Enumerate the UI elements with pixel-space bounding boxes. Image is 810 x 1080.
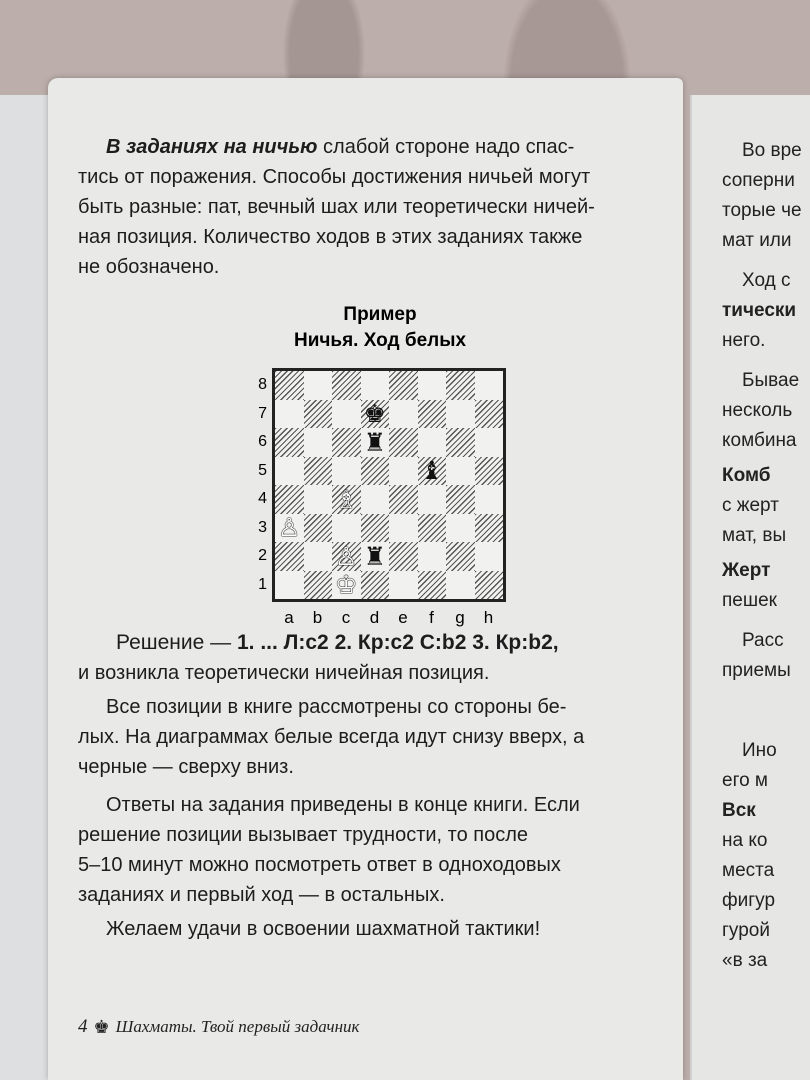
right-page-fragment: фигур (722, 890, 776, 911)
square-d5 (361, 457, 390, 486)
file-label: d (369, 608, 380, 627)
right-page-fragment: соперни (722, 170, 795, 191)
square-h5 (475, 457, 504, 486)
answers-line-1: Ответы на задания приведены в конце книги. Если (106, 794, 580, 816)
piece-c2: ♙ (335, 541, 358, 571)
square-e7 (389, 400, 418, 429)
square-b6 (304, 428, 333, 457)
rank-label: 6 (258, 433, 267, 450)
square-f7 (418, 400, 447, 429)
right-page-fragment: Ино (742, 740, 777, 761)
right-page-fragment: мат или (722, 230, 792, 251)
right-page-fragment: Расс (742, 630, 784, 651)
file-label: a (284, 608, 294, 627)
square-c8 (332, 371, 361, 400)
square-c5 (332, 457, 361, 486)
square-b5 (304, 457, 333, 486)
square-b1 (304, 571, 333, 600)
right-page-fragment: Во вре (742, 140, 802, 161)
piece-f5: ♝ (420, 456, 443, 486)
solution-label: Решение — (116, 631, 237, 654)
square-f4 (418, 485, 447, 514)
right-page-fragment: несколь (722, 400, 793, 421)
piece-c1: ♔ (335, 570, 358, 600)
rank-label: 2 (258, 547, 267, 564)
file-label: e (398, 608, 408, 627)
square-c4 (332, 485, 361, 514)
solution-line-2: и возникла теоретически ничейная позиция. (78, 662, 490, 684)
intro-bold-lead: В заданиях на ничью (106, 136, 318, 158)
square-d2 (361, 542, 390, 571)
square-h8 (475, 371, 504, 400)
square-g7 (446, 400, 475, 429)
right-page-fragment: приемы (722, 660, 791, 681)
square-b2 (304, 542, 333, 571)
intro-line-3: быть разные: пат, вечный шах или теоретически ничей- (78, 196, 595, 218)
square-a2 (275, 542, 304, 571)
intro-line-1: В заданиях на ничью слабой стороне надо спас- (106, 136, 575, 158)
right-page-fragment: него. (722, 330, 766, 351)
square-c2 (332, 542, 361, 571)
piece-d7: ♚ (363, 399, 386, 429)
answers-line-2: решение позиции вызывает трудности, то после (78, 824, 529, 846)
rank-label: 8 (258, 376, 267, 393)
page-footer (78, 1016, 360, 1038)
square-b3 (304, 514, 333, 543)
solution-line-1 (78, 628, 678, 658)
square-g4 (446, 485, 475, 514)
square-c7 (332, 400, 361, 429)
square-a6 (275, 428, 304, 457)
square-h1 (475, 571, 504, 600)
right-page-fragment: на ко (722, 830, 768, 851)
wish-paragraph (78, 914, 678, 944)
page-number: 4 (78, 1016, 88, 1037)
square-f8 (418, 371, 447, 400)
square-c3 (332, 514, 361, 543)
square-f3 (418, 514, 447, 543)
square-a4 (275, 485, 304, 514)
wish-line-1: Желаем удачи в освоении шахматной тактики! (106, 918, 541, 940)
square-h7 (475, 400, 504, 429)
square-a3 (275, 514, 304, 543)
rank-label: 7 (258, 404, 267, 422)
file-label: b (312, 608, 323, 627)
square-c1 (332, 571, 361, 600)
file-label: c (341, 608, 351, 627)
right-page-fragment: с жерт (722, 495, 779, 516)
square-b8 (304, 371, 333, 400)
square-f2 (418, 542, 447, 571)
positions-line-2: лых. На диаграммах белые всегда идут снизу вверх, а (78, 726, 585, 748)
right-page-fragment: пешек (722, 590, 777, 611)
right-page-fragment: торые че (722, 200, 802, 221)
square-d6 (361, 428, 390, 457)
square-f1 (418, 571, 447, 600)
square-g2 (446, 542, 475, 571)
intro-line-5: не обозначено. (78, 256, 220, 278)
piece-c4: ♗ (335, 484, 358, 514)
square-f6 (418, 428, 447, 457)
square-b7 (304, 400, 333, 429)
intro-line-4: ная позиция. Количество ходов в этих заданиях также (78, 226, 583, 248)
solution-moves: 1. ... Л:с2 2. Кр:с2 С:b2 3. Кр:b2, (236, 631, 559, 654)
square-g1 (446, 571, 475, 600)
intro-paragraph (78, 132, 678, 282)
file-label: h (483, 608, 494, 627)
positions-paragraph (78, 692, 678, 782)
right-page-fragment: тически (722, 300, 797, 321)
positions-line-3: черные — сверху вниз. (78, 756, 294, 778)
piece-a3: ♙ (278, 513, 301, 543)
square-g3 (446, 514, 475, 543)
rank-label: 4 (258, 490, 267, 507)
right-page-fragment: гурой (722, 920, 770, 941)
square-e1 (389, 571, 418, 600)
square-f5 (418, 457, 447, 486)
solution-paragraph (78, 628, 678, 688)
example-subheading: Ничья. Ход белых (293, 330, 467, 351)
right-page-fragment: Комб (722, 465, 771, 486)
piece-d2: ♜ (363, 541, 386, 571)
square-g6 (446, 428, 475, 457)
square-b4 (304, 485, 333, 514)
king-icon: ♚ (93, 1016, 110, 1038)
book-title: Шахматы. Твой первый задачник (115, 1017, 360, 1036)
square-g8 (446, 371, 475, 400)
rank-label: 5 (258, 461, 267, 479)
rank-label: 3 (258, 518, 267, 536)
square-d4 (361, 485, 390, 514)
right-page-fragment: Вск (722, 800, 756, 821)
square-e4 (389, 485, 418, 514)
rank-label: 1 (258, 575, 267, 593)
piece-d6: ♜ (363, 427, 386, 457)
square-d8 (361, 371, 390, 400)
answers-line-3: 5–10 минут можно посмотреть ответ в одноходовых (78, 854, 561, 876)
square-a7 (275, 400, 304, 429)
right-page-fragment: Бывае (742, 370, 800, 391)
right-page (690, 95, 810, 1080)
square-h2 (475, 542, 504, 571)
square-g5 (446, 457, 475, 486)
square-d1 (361, 571, 390, 600)
positions-line-1: Все позиции в книге рассмотрены со стороны бе- (106, 696, 567, 718)
square-c6 (332, 428, 361, 457)
example-heading: Пример (343, 304, 417, 325)
right-page-fragment: места (722, 860, 775, 881)
file-label: f (429, 608, 434, 627)
square-e3 (389, 514, 418, 543)
right-page-fragment: «в за (722, 950, 768, 971)
right-page-fragment: Ход с (742, 270, 791, 291)
right-page-fragment: мат, вы (722, 525, 787, 546)
square-d7 (361, 400, 390, 429)
square-h6 (475, 428, 504, 457)
square-e8 (389, 371, 418, 400)
chess-board (272, 368, 506, 602)
answers-line-4: заданиях и первый ход — в остальных. (78, 884, 445, 906)
intro-line-2: тись от поражения. Способы достижения ничьей могут (78, 166, 591, 188)
square-e6 (389, 428, 418, 457)
file-label: g (455, 608, 465, 627)
right-page-fragment: его м (722, 770, 768, 791)
square-a1 (275, 571, 304, 600)
answers-paragraph (78, 790, 678, 910)
right-page-fragment: комбина (722, 430, 797, 451)
square-a8 (275, 371, 304, 400)
square-e5 (389, 457, 418, 486)
square-h3 (475, 514, 504, 543)
square-h4 (475, 485, 504, 514)
square-a5 (275, 457, 304, 486)
square-e2 (389, 542, 418, 571)
square-d3 (361, 514, 390, 543)
right-page-fragment: Жерт (722, 560, 771, 581)
